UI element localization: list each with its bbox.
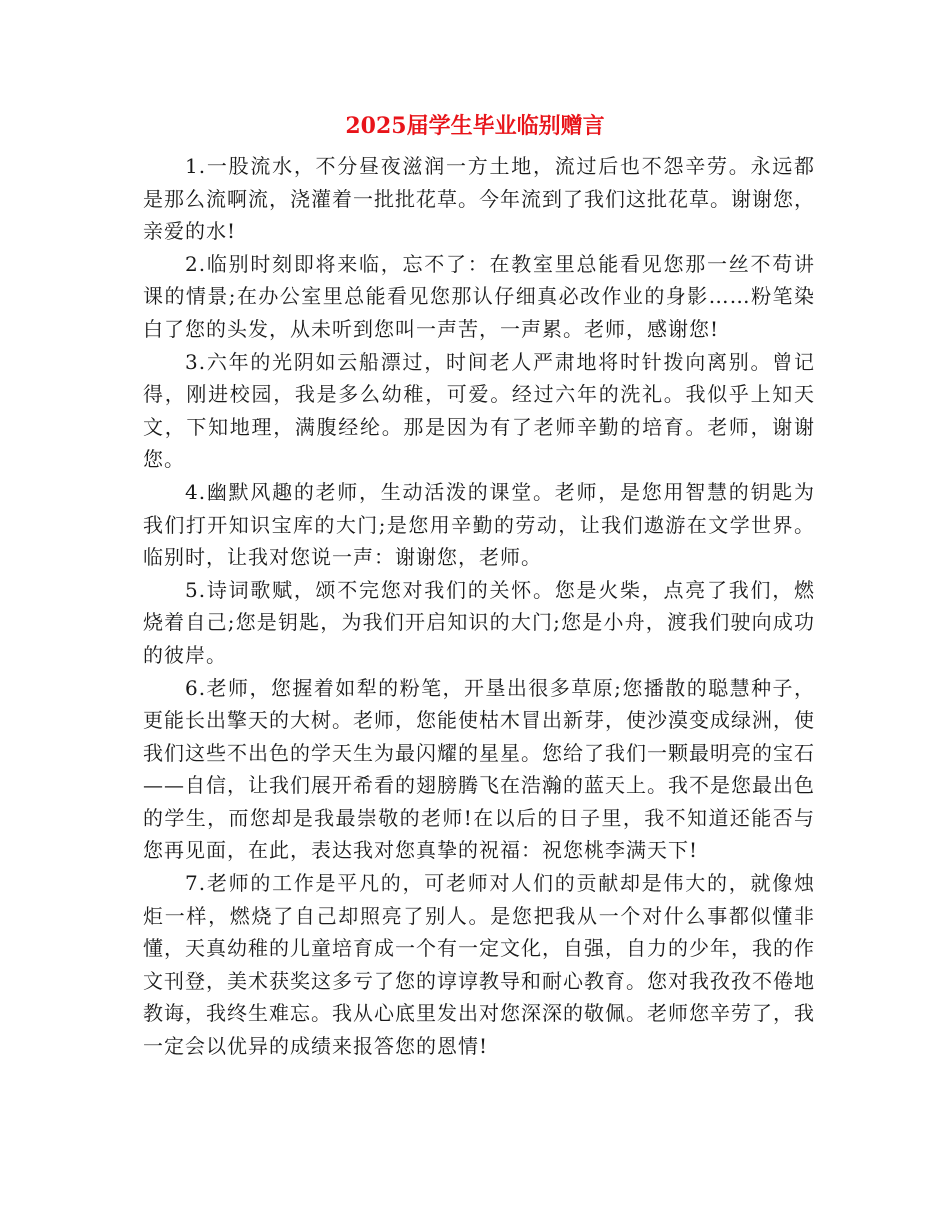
paragraph-3: 3.六年的光阴如云船漂过，时间老人严肃地将时针拨向离别。曾记得，刚进校园，我是多么幼稚，可爱。经过六年的洗礼。我似乎上知天文，下知地理，满腹经纶。那是因为有了老师辛勤的培育。老师，谢谢您。 [143,349,815,472]
document-title: 2025届学生毕业临别赠言 [345,113,605,139]
paragraph-7: 7.老师的工作是平凡的，可老师对人们的贡献却是伟大的，就像烛炬一样，燃烧了自己却照亮了别人。是您把我从一个对什么事都似懂非懂，天真幼稚的儿童培育成一个有一定文化，自强，自力的少年，我的作文刊登，美术获奖这多亏了您的谆谆教导和耐心教育。您对我孜孜不倦地教诲，我终生难忘。我从心底里发出对您深深的敬佩。老师您辛劳了，我一定会以优异的成绩来报答您的恩情! [143,871,815,1059]
paragraph-4: 4.幽默风趣的老师，生动活泼的课堂。老师，是您用智慧的钥匙为我们打开知识宝库的大门;是您用辛勤的劳动，让我们遨游在文学世界。临别时，让我对您说一声：谢谢您，老师。 [143,479,815,570]
paragraph-1: 1.一股流水，不分昼夜滋润一方土地，流过后也不怨辛劳。永远都是那么流啊流，浇灌着一批批花草。今年流到了我们这批花草。谢谢您，亲爱的水! [143,154,815,244]
document-body [143,150,815,1063]
paragraph-6: 6.老师，您握着如犁的粉笔，开垦出很多草原;您播散的聪慧种子，更能长出擎天的大树。老师，您能使枯木冒出新芽，使沙漠变成绿洲，使我们这些不出色的学天生为最闪耀的星星。您给了我们一颗最明亮的宝石——自信，让我们展开希看的翅膀腾飞在浩瀚的蓝天上。我不是您最出色的学生，而您却是我最崇敬的老师!在以后的日子里，我不知道还能否与您再见面，在此，表达我对您真挚的祝福：祝您桃李满天下! [143,675,815,863]
paragraph-5: 5.诗词歌赋，颂不完您对我们的关怀。您是火柴，点亮了我们，燃烧着自己;您是钥匙，为我们开启知识的大门;您是小舟，渡我们驶向成功的彼岸。 [143,577,815,667]
paragraph-2: 2.临别时刻即将来临，忘不了：在教室里总能看见您那一丝不苟讲课的情景;在办公室里总能看见您那认仔细真必改作业的身影……粉笔染白了您的头发，从未听到您叫一声苦，一声累。老师，感谢您! [143,251,815,341]
